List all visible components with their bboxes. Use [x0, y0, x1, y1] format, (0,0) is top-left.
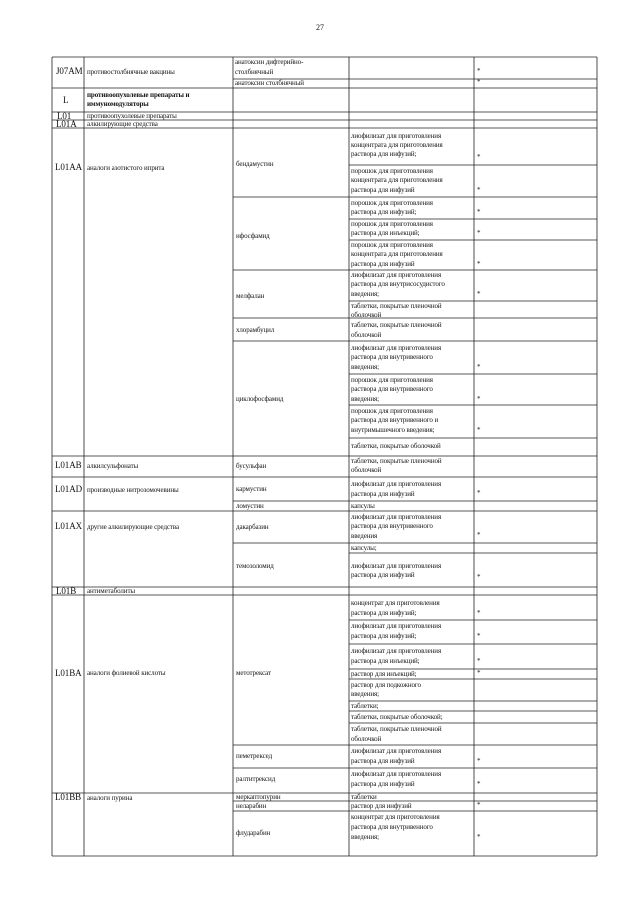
- mark: *: [477, 489, 481, 497]
- form: раствора для инфузий: [351, 780, 415, 788]
- form: порошок для приготовления: [351, 167, 433, 175]
- inn: мелфалан: [236, 292, 265, 300]
- inn: ралтитрексид: [236, 775, 276, 783]
- atc-name: антиметаболиты: [87, 587, 136, 595]
- form: порошок для приготовления: [351, 220, 433, 228]
- mark: *: [477, 208, 481, 216]
- mark: *: [477, 426, 481, 434]
- form: концентрат для приготовления: [351, 813, 440, 821]
- atc-code: L01AX: [55, 521, 82, 531]
- form: лиофилизат для приготовления: [351, 747, 442, 755]
- inn: ифосфамид: [236, 232, 270, 240]
- mark: *: [477, 573, 481, 581]
- form: лиофилизат для приготовления: [351, 132, 442, 140]
- form: введения;: [351, 690, 380, 698]
- form: раствора для инъекций;: [351, 657, 420, 665]
- form: раствора для инъекций;: [351, 229, 420, 237]
- form: лиофилизат для приготовления: [351, 344, 442, 352]
- inn-line: анатоксин столбнячный: [235, 79, 304, 87]
- form: введения;: [351, 395, 380, 403]
- form: концентрата для приготовления: [351, 250, 443, 258]
- atc-name: противоопухолевые препараты: [87, 112, 177, 120]
- atc-name: аналоги фолиевой кислоты: [87, 669, 166, 677]
- inn: пеметрексед: [236, 752, 273, 760]
- mark: *: [477, 78, 481, 86]
- atc-code: L01AA: [55, 162, 82, 172]
- mark: *: [477, 780, 481, 788]
- page-number: 27: [316, 23, 324, 32]
- atc-code: J07AM: [56, 66, 83, 76]
- inn: кармустин: [236, 485, 267, 493]
- form: порошок для приготовления: [351, 407, 433, 415]
- form: концентрат для приготовления: [351, 599, 440, 607]
- form: таблетки, покрытые пленочной: [351, 302, 442, 310]
- form: раствора для внутривенного и: [351, 416, 439, 424]
- form: таблетки, покрытые пленочной: [351, 457, 442, 465]
- atc-name: аналоги пурина: [87, 794, 133, 802]
- mark: *: [477, 531, 481, 539]
- form: оболочкой: [351, 735, 382, 743]
- form: капсулы: [351, 502, 375, 510]
- atc-name: производные нитрозомочевины: [87, 486, 179, 494]
- inn: дакарбазин: [236, 523, 269, 531]
- atc-code: L01BA: [55, 668, 82, 678]
- form: таблетки, покрытые пленочной: [351, 725, 442, 733]
- form: раствора для инфузий: [351, 490, 415, 498]
- form: оболочкой: [351, 466, 382, 474]
- form: оболочкой: [351, 311, 382, 319]
- form: раствор для инфузий: [351, 802, 412, 810]
- form: раствора для внутривенного: [351, 353, 433, 361]
- form: таблетки, покрытые пленочной: [351, 321, 442, 329]
- mark: *: [477, 186, 481, 194]
- form: раствора для внутривенного: [351, 823, 433, 831]
- atc-name: иммуномодуляторы: [87, 100, 149, 108]
- atc-code: L01: [57, 111, 72, 121]
- inn: бендамустин: [236, 160, 274, 168]
- form: таблетки;: [351, 702, 379, 710]
- atc-code: L: [63, 95, 69, 105]
- form: раствора для инфузий;: [351, 150, 417, 158]
- form: раствора для внутривенного: [351, 522, 433, 530]
- mark: *: [477, 833, 481, 841]
- form: внутримышечного введения;: [351, 426, 435, 434]
- form: таблетки, покрытые оболочкой: [351, 442, 441, 450]
- atc-name: алкилирующие средства: [87, 120, 158, 128]
- form: порошок для приготовления: [351, 241, 433, 249]
- form: раствора для инфузий: [351, 757, 415, 765]
- inn: циклофосфамид: [236, 395, 284, 403]
- atc-code: L01BB: [55, 792, 82, 802]
- atc-name: аналоги азотистого иприта: [87, 164, 165, 172]
- form: введения;: [351, 290, 380, 298]
- form: концентрата для приготовления: [351, 141, 443, 149]
- mark: *: [477, 657, 481, 665]
- mark: *: [477, 363, 481, 371]
- inn: метотрексат: [236, 669, 271, 677]
- form: таблетки: [351, 793, 377, 801]
- inn: хлорамбуцил: [236, 326, 275, 334]
- form: капсулы;: [351, 544, 377, 552]
- mark: *: [477, 153, 481, 161]
- form: порошок для приготовления: [351, 199, 433, 207]
- form: оболочкой: [351, 331, 382, 339]
- form: раствор для инъекций;: [351, 670, 417, 678]
- mark: *: [477, 757, 481, 765]
- mark: *: [477, 67, 481, 75]
- inn: флударабин: [236, 829, 271, 837]
- mark: *: [477, 801, 481, 809]
- atc-code: L01A: [56, 119, 77, 129]
- form: введения;: [351, 363, 380, 371]
- mark: *: [477, 669, 481, 677]
- form: таблетки, покрытые оболочкой;: [351, 713, 443, 721]
- form: лиофилизат для приготовления: [351, 271, 442, 279]
- atc-code: L01B: [56, 586, 77, 596]
- form: лиофилизат для приготовления: [351, 647, 442, 655]
- mark: *: [477, 260, 481, 268]
- inn: темозоломид: [236, 562, 274, 570]
- form: лиофилизат для приготовления: [351, 770, 442, 778]
- form: концентрата для приготовления: [351, 176, 443, 184]
- form: раствора для инфузий: [351, 260, 415, 268]
- mark: *: [477, 290, 481, 298]
- form: лиофилизат для приготовления: [351, 480, 442, 488]
- form: лиофилизат для приготовления: [351, 562, 442, 570]
- mark: *: [477, 229, 481, 237]
- form: раствора для инфузий: [351, 186, 415, 194]
- inn-line: столбнячный: [235, 68, 274, 76]
- mark: *: [477, 395, 481, 403]
- form: лиофилизат для приготовления: [351, 622, 442, 630]
- atc-name: противостолбнячные вакцины: [87, 68, 175, 76]
- form: лиофилизат для приготовления: [351, 513, 442, 521]
- mark: *: [477, 632, 481, 640]
- form: введения: [351, 532, 378, 540]
- form: раствора для инфузий: [351, 571, 415, 579]
- atc-name: другие алкилирующие средства: [87, 523, 179, 531]
- inn: ломустин: [236, 502, 264, 510]
- inn: неларабин: [236, 802, 267, 810]
- inn: меркаптопурин: [236, 793, 281, 801]
- form: раствора для инфузий;: [351, 632, 417, 640]
- form: введения;: [351, 833, 380, 841]
- form: раствора для инфузий;: [351, 609, 417, 617]
- inn: бусульфан: [236, 462, 267, 470]
- form: раствор для подкожного: [351, 681, 421, 689]
- atc-code: L01AD: [55, 484, 82, 494]
- atc-name: противоопухолевые препараты и: [87, 91, 190, 99]
- atc-code: L01AB: [55, 460, 82, 470]
- form: раствора для инфузий;: [351, 208, 417, 216]
- mark: *: [477, 609, 481, 617]
- form: порошок для приготовления: [351, 376, 433, 384]
- inn-line: анатоксин дифтерийно-: [235, 58, 304, 66]
- atc-name: алкилсульфонаты: [87, 462, 139, 470]
- form: раствора для внутрисосудистого: [351, 280, 445, 288]
- form: раствора для внутривенного: [351, 385, 433, 393]
